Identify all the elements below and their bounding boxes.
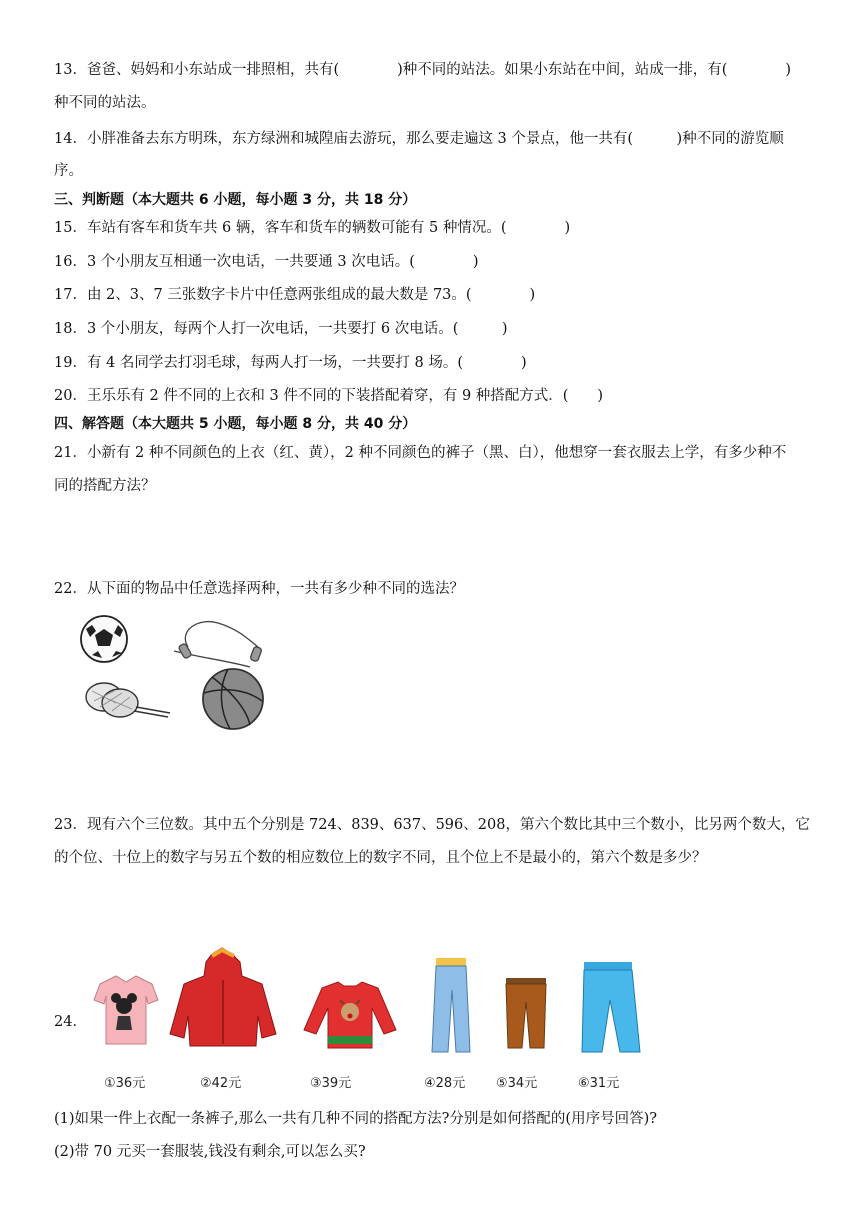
q13-line1: 13．爸爸、妈妈和小东站成一排照相，共有( )种不同的站法。如果小东站在中间，站成一排，有( ): [54, 62, 792, 78]
q23-line1: 23．现有六个三位数。其中五个分别是 724、839、637、596、208，第六个数比其中三个数小，比另两个数大，它: [54, 817, 810, 833]
jump-rope-icon: [174, 622, 262, 667]
brown-pants-icon: [506, 978, 546, 1048]
q24-number: 24．: [54, 1014, 87, 1030]
q18-text: 18．3 个小朋友，每两个人打一次电话，一共要打 6 次电话。( ): [54, 321, 508, 337]
q14-line1: 14．小胖准备去东方明珠，东方绿洲和城隍庙去游玩，那么要走遍这 3 个景点，他一共有( )种不同的游览顺: [54, 131, 784, 147]
q15-text: 15．车站有客车和货车共 6 辆，客车和货车的辆数可能有 5 种情况。( ): [54, 220, 571, 236]
q20-text: 20．王乐乐有 2 件不同的上衣和 3 件不同的下装搭配着穿，有 9 种搭配方式．( ): [54, 388, 604, 404]
q13-line2: 种不同的站法。: [54, 95, 156, 111]
badminton-rackets-icon: [86, 683, 170, 717]
q17-text: 17．由 2、3、7 三张数字卡片中任意两张组成的最大数是 73。( ): [54, 287, 536, 303]
q22-text: 22．从下面的物品中任意选择两种，一共有多少种不同的选法？: [54, 581, 464, 597]
q16-text: 16．3 个小朋友互相通一次电话，一共要通 3 次电话。( ): [54, 254, 479, 270]
section4-title: 四、解答题（本大题共 5 小题，每小题 8 分，共 40 分）: [54, 416, 417, 432]
q19-text: 19．有 4 名同学去打羽毛球，每两人打一场，一共要打 8 场。( ): [54, 355, 527, 371]
price-item-2: ②42元: [200, 1076, 242, 1091]
blue-jeans-icon: [582, 962, 640, 1052]
q14-line2: 序。: [54, 163, 83, 179]
price-item-3: ③39元: [310, 1076, 352, 1091]
q21-line1: 21．小新有 2 种不同颜色的上衣（红、黄），2 种不同颜色的裤子（黑、白），他想穿一套衣服去上学，有多少种不: [54, 445, 787, 461]
price-item-4: ④28元: [424, 1076, 466, 1091]
q21-line2: 同的搭配方法？: [54, 478, 156, 494]
q23-line2: 的个位、十位上的数字与另五个数的相应数位上的数字不同，且个位上不是最小的，第六个数是多少？: [54, 850, 707, 866]
price-item-6: ⑥31元: [578, 1076, 620, 1091]
price-item-1: ①36元: [104, 1076, 146, 1091]
q24-clothes-image: [82, 944, 652, 1069]
christmas-sweater-icon: [304, 982, 396, 1048]
q24-sub1: (1)如果一件上衣配一条裤子,那么一共有几种不同的搭配方法?分别是如何搭配的(用序号回答)?: [54, 1111, 658, 1127]
price-item-5: ⑤34元: [496, 1076, 538, 1091]
section3-title: 三、判断题（本大题共 6 小题，每小题 3 分，共 18 分）: [54, 192, 417, 208]
q24-sub2: (2)带 70 元买一套服装,钱没有剩余,可以怎么买?: [54, 1144, 366, 1160]
q22-items-image: [78, 611, 298, 733]
red-hoodie-icon: [170, 948, 276, 1046]
pink-tshirt-icon: [94, 976, 158, 1044]
basketball-icon: [203, 669, 263, 729]
blue-flared-pants-icon: [432, 958, 470, 1052]
soccer-ball-icon: [81, 616, 127, 662]
